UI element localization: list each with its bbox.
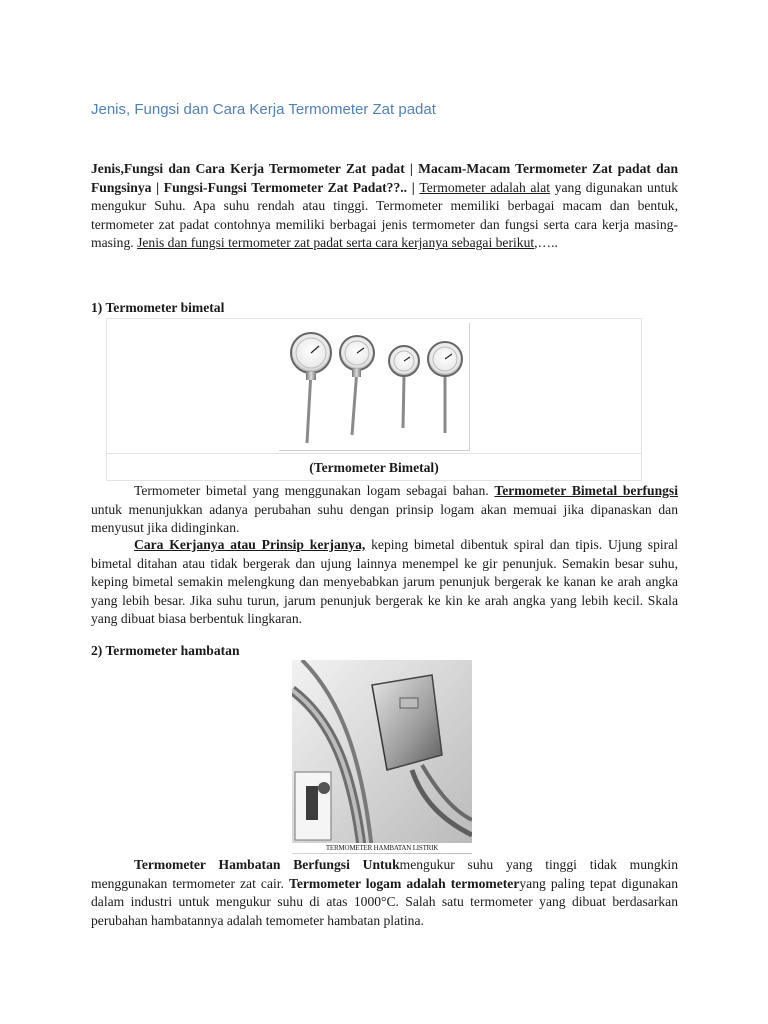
page-title: Jenis, Fungsi dan Cara Kerja Termometer Zat padat bbox=[91, 101, 436, 118]
table-divider bbox=[107, 453, 641, 454]
bimetal-figure-table bbox=[106, 318, 642, 481]
termometer-logam-bold: Termometer logam adalah termometer bbox=[289, 875, 520, 891]
hambatan-paragraph bbox=[91, 856, 678, 930]
intro-ellipsis: ,….. bbox=[534, 235, 558, 251]
section-heading-hambatan: 2) Termometer hambatan bbox=[91, 643, 240, 658]
hambatan-text: mengukur suhu yang tinggi tidak mungkin menggunakan termometer zat cair. bbox=[91, 857, 679, 891]
hambatan-text-2: yang paling tepat digunakan dalam industri untuk mengukur suhu di atas 1000°C. Salah satu termometer yang dibuat berdasarkan perubahan hambatannya adalah temometer hambatan platina. bbox=[91, 875, 678, 928]
bimetal-text-2: untuk menunjukkan adanya perubahan suhu dengan prinsip logam akan memuai jika dipanaskan dan menyusut jika didinginkan. bbox=[91, 501, 678, 536]
jenis-fungsi-link[interactable]: Jenis dan fungsi termometer zat padat serta cara kerjanya sebagai berikut bbox=[137, 235, 535, 251]
intro-bold-title: Jenis,Fungsi dan Cara Kerja Termometer Zat padat bbox=[91, 161, 405, 176]
bimetal-thermometers-image bbox=[279, 323, 470, 451]
bimetal-paragraph-2 bbox=[91, 536, 678, 629]
cara-kerja-link[interactable]: Cara Kerjanya atau Prinsip kerjanya, bbox=[134, 537, 366, 552]
cara-kerja-text: keping bimetal dibentuk spiral dan tipis. Ujung spiral bimetal ditahan atau tidak bergerak dan ujung lainnya menempel ke gir penunjuk. Semakin besar suhu, keping bimetal semakin melengkung dan menyebabkan jarum penunjuk bergerak ke kanan ke arah angka yang lebih besar. Jika suhu turun, jarum penunjuk bergerak ke kin ke arah angka yang lebih kecil. Skala yang dibuat biasa berbentuk lingkaran. bbox=[91, 537, 678, 627]
bimetal-text: Termometer bimetal yang menggunakan logam sebagai bahan. bbox=[134, 483, 495, 498]
hambatan-image-caption: TERMOMETER HAMBATAN LISTRIK bbox=[292, 843, 472, 853]
bimetal-illustration bbox=[279, 323, 469, 450]
hambatan-thermometer-image bbox=[292, 660, 472, 854]
bimetal-caption: (Termometer Bimetal) bbox=[309, 460, 439, 475]
bimetal-fungsi-link[interactable]: Termometer Bimetal berfungsi bbox=[494, 483, 679, 498]
hambatan-fungsi-bold: Termometer Hambatan Berfungsi Untuk bbox=[134, 857, 400, 872]
section-heading-bimetal: 1) Termometer bimetal bbox=[91, 300, 225, 315]
intro-paragraph bbox=[91, 160, 678, 253]
intro-text: yang digunakan untuk mengukur Suhu. Apa suhu rendah atau tinggi. Termometer memiliki berbagai macam dan bentuk, termometer zat padat contohnya memiliki berbagai jenis termometer dan fungsi serta cara kerja masing-masing. bbox=[91, 179, 679, 251]
bimetal-paragraph-1 bbox=[91, 482, 678, 538]
separator: | bbox=[404, 161, 419, 176]
termometer-link[interactable]: Termometer adalah alat bbox=[419, 179, 551, 195]
separator: | bbox=[151, 179, 164, 195]
intro-bold-subtitle: Macam-Macam Termometer Zat padat dan Fungsinya bbox=[91, 161, 679, 195]
hambatan-illustration bbox=[292, 660, 472, 854]
separator: | bbox=[407, 179, 420, 195]
intro-bold-question: Fungsi-Fungsi Termometer Zat Padat??.. bbox=[163, 179, 408, 195]
